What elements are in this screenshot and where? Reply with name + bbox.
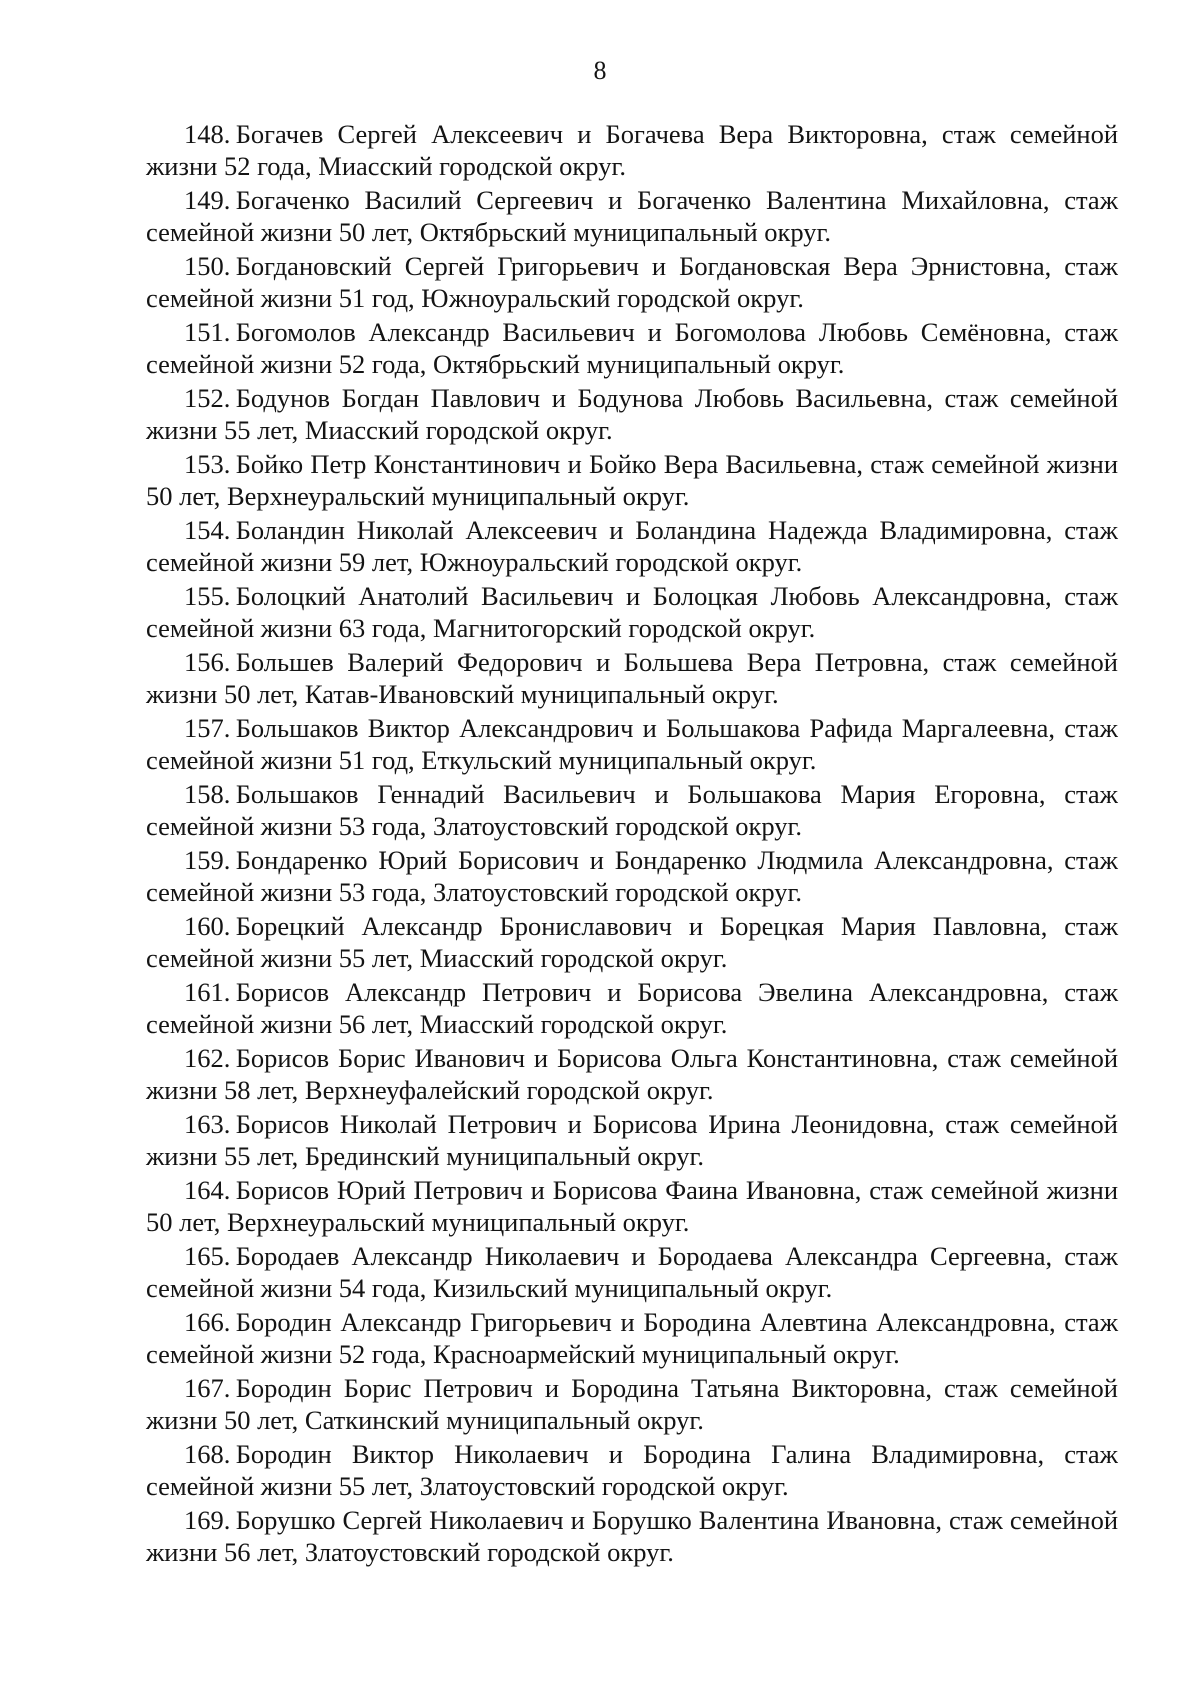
- list-item: [146, 844, 1118, 908]
- entry-number: 159.: [184, 845, 231, 875]
- entry-text: Боландин Николай Алексеевич и Боландина Надежда Владимировна, стаж семейной жизни 59 лет, Южноуральский городской округ.: [146, 515, 1118, 577]
- list-item: [146, 778, 1118, 842]
- entry-text: Богачев Сергей Алексеевич и Богачева Вера Викторовна, стаж семейной жизни 52 года, Миасский городской округ.: [146, 119, 1118, 181]
- entry-text: Борисов Борис Иванович и Борисова Ольга Константиновна, стаж семейной жизни 58 лет, Верхнеуфалейский городской округ.: [146, 1043, 1118, 1105]
- entry-text: Богдановский Сергей Григорьевич и Богдановская Вера Эрнистовна, стаж семейной жизни 51 год, Южноуральский городской округ.: [146, 251, 1118, 313]
- entry-number: 158.: [184, 779, 231, 809]
- list-item: [146, 382, 1118, 446]
- list-item: [146, 1174, 1118, 1238]
- entry-number: 167.: [184, 1373, 231, 1403]
- entry-text: Борисов Александр Петрович и Борисова Эвелина Александровна, стаж семейной жизни 56 лет, Миасский городской округ.: [146, 977, 1118, 1039]
- entry-number: 151.: [184, 317, 231, 347]
- entry-text: Бондаренко Юрий Борисович и Бондаренко Людмила Александровна, стаж семейной жизни 53 года, Златоустовский городской округ.: [146, 845, 1118, 907]
- entry-text: Борисов Николай Петрович и Борисова Ирина Леонидовна, стаж семейной жизни 55 лет, Брединский муниципальный округ.: [146, 1109, 1118, 1171]
- list-item: [146, 1504, 1118, 1568]
- entry-number: 162.: [184, 1043, 231, 1073]
- entry-number: 150.: [184, 251, 231, 281]
- list-item: [146, 1240, 1118, 1304]
- entry-text: Бородин Виктор Николаевич и Бородина Галина Владимировна, стаж семейной жизни 55 лет, Златоустовский городской округ.: [146, 1439, 1118, 1501]
- entry-number: 156.: [184, 647, 231, 677]
- entry-number: 166.: [184, 1307, 231, 1337]
- list-item: [146, 1306, 1118, 1370]
- entry-number: 164.: [184, 1175, 231, 1205]
- entry-number: 165.: [184, 1241, 231, 1271]
- page-number: 8: [593, 56, 607, 85]
- entry-text: Борушко Сергей Николаевич и Борушко Валентина Ивановна, стаж семейной жизни 56 лет, Златоустовский городской округ.: [146, 1505, 1118, 1567]
- entry-text: Борисов Юрий Петрович и Борисова Фаина Ивановна, стаж семейной жизни 50 лет, Верхнеуральский муниципальный округ.: [146, 1175, 1118, 1237]
- list-item: [146, 1438, 1118, 1502]
- list-item: [146, 646, 1118, 710]
- entry-number: 152.: [184, 383, 231, 413]
- list-item: [146, 976, 1118, 1040]
- entry-text: Большаков Виктор Александрович и Большакова Рафида Маргалеевна, стаж семейной жизни 51 год, Еткульский муниципальный округ.: [146, 713, 1118, 775]
- entry-text: Бородаев Александр Николаевич и Бородаева Александра Сергеевна, стаж семейной жизни 54 года, Кизильский муниципальный округ.: [146, 1241, 1118, 1303]
- entry-number: 169.: [184, 1505, 231, 1535]
- list-item: [146, 910, 1118, 974]
- list-item: [146, 118, 1118, 182]
- entry-text: Большев Валерий Федорович и Большева Вера Петровна, стаж семейной жизни 50 лет, Катав-Ивановский муниципальный округ.: [146, 647, 1118, 709]
- entry-number: 153.: [184, 449, 231, 479]
- entry-number: 154.: [184, 515, 231, 545]
- list-item: [146, 514, 1118, 578]
- list-item: [146, 1042, 1118, 1106]
- entry-text: Большаков Геннадий Васильевич и Большакова Мария Егоровна, стаж семейной жизни 53 года, Златоустовский городской округ.: [146, 779, 1118, 841]
- entry-number: 155.: [184, 581, 231, 611]
- entry-text: Богаченко Василий Сергеевич и Богаченко Валентина Михайловна, стаж семейной жизни 50 лет, Октябрьский муниципальный округ.: [146, 185, 1118, 247]
- entry-number: 149.: [184, 185, 231, 215]
- list-item: [146, 184, 1118, 248]
- entry-text: Бородин Александр Григорьевич и Бородина Алевтина Александровна, стаж семейной жизни 52 года, Красноармейский муниципальный округ.: [146, 1307, 1118, 1369]
- entry-text: Болоцкий Анатолий Васильевич и Болоцкая Любовь Александровна, стаж семейной жизни 63 года, Магнитогорский городской округ.: [146, 581, 1118, 643]
- list-item: [146, 250, 1118, 314]
- entry-text: Бойко Петр Константинович и Бойко Вера Васильевна, стаж семейной жизни 50 лет, Верхнеуральский муниципальный округ.: [146, 449, 1118, 511]
- entry-number: 161.: [184, 977, 231, 1007]
- list-item: [146, 712, 1118, 776]
- entry-number: 157.: [184, 713, 231, 743]
- entry-text: Богомолов Александр Васильевич и Богомолова Любовь Семёновна, стаж семейной жизни 52 года, Октябрьский муниципальный округ.: [146, 317, 1118, 379]
- entry-list: [146, 118, 1118, 1570]
- list-item: [146, 580, 1118, 644]
- entry-text: Бодунов Богдан Павлович и Бодунова Любовь Васильевна, стаж семейной жизни 55 лет, Миасский городской округ.: [146, 383, 1118, 445]
- entry-text: Бородин Борис Петрович и Бородина Татьяна Викторовна, стаж семейной жизни 50 лет, Саткинский муниципальный округ.: [146, 1373, 1118, 1435]
- entry-number: 163.: [184, 1109, 231, 1139]
- entry-number: 148.: [184, 119, 231, 149]
- list-item: [146, 448, 1118, 512]
- list-item: [146, 1108, 1118, 1172]
- list-item: [146, 316, 1118, 380]
- list-item: [146, 1372, 1118, 1436]
- entry-number: 160.: [184, 911, 231, 941]
- entry-text: Борецкий Александр Брониславович и Борецкая Мария Павловна, стаж семейной жизни 55 лет, Миасский городской округ.: [146, 911, 1118, 973]
- entry-number: 168.: [184, 1439, 231, 1469]
